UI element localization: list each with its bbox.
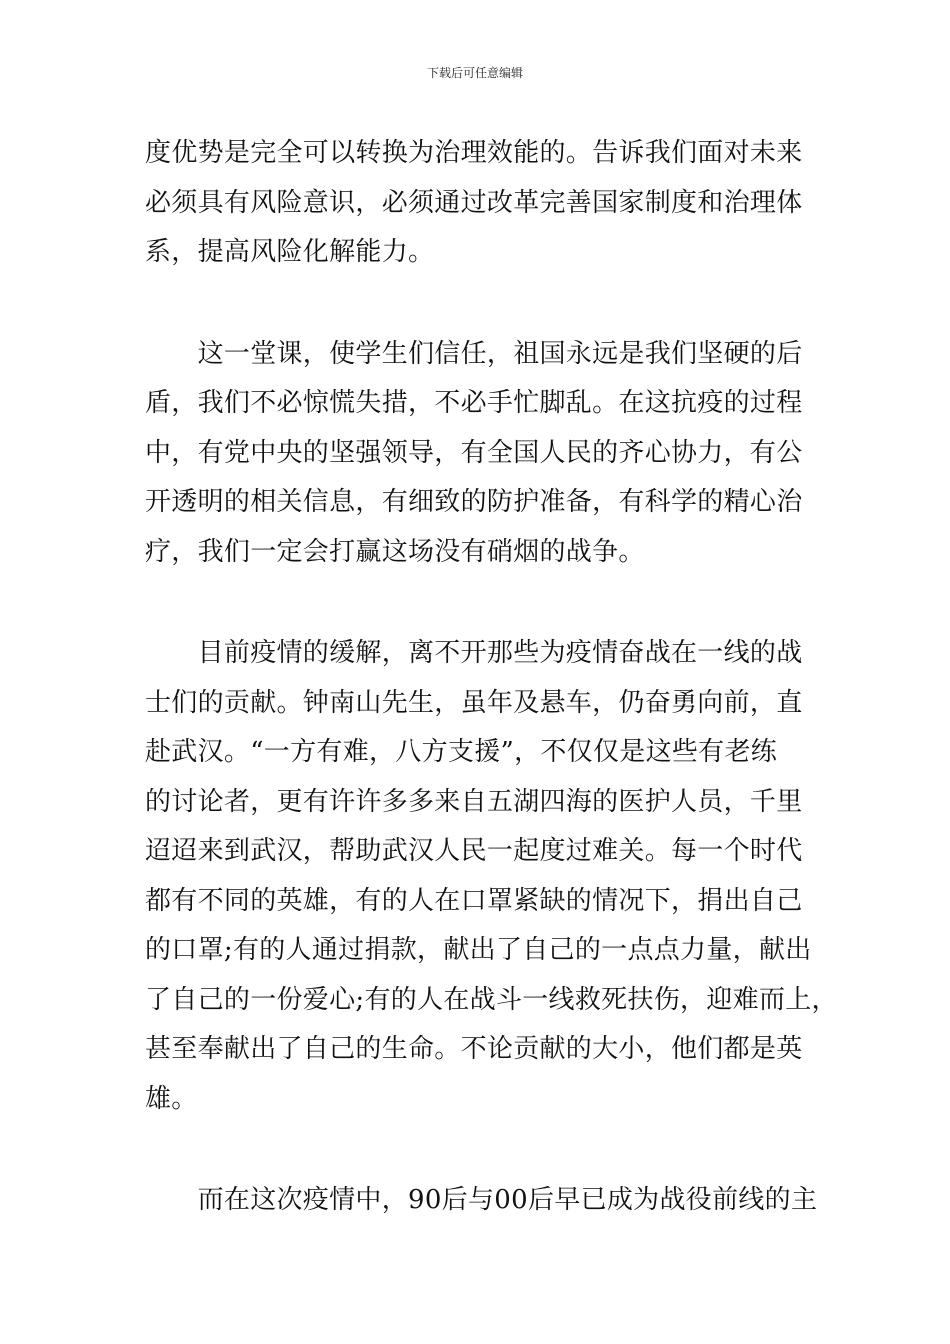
- paragraph-4: [145, 1176, 818, 1226]
- text-line: 疗，我们一定会打赢这场没有硝烟的战争。: [145, 536, 645, 567]
- paragraph-1: [145, 129, 810, 278]
- text-line: 了自己的一份爱心;有的人在战斗一线救死扶伤，迎难而上，: [145, 984, 838, 1015]
- text-line: 开透明的相关信息，有细致的防护准备，有科学的精心治: [145, 487, 803, 517]
- text-line: 士们的贡献。钟南山先生，虽年及悬车，仍奋勇向前，直: [145, 687, 803, 718]
- text-line: 中，有党中央的坚强领导，有全国人民的齐心协力，有公: [145, 437, 803, 468]
- text-line: 而在这次疫情中，90后与00后早已成为战役前线的主: [145, 1185, 818, 1215]
- document-body: [145, 129, 838, 1226]
- page-header-note: 下载后可任意编辑: [426, 66, 523, 80]
- text-line: 甚至奉献出了自己的生命。不论贡献的大小，他们都是英: [145, 1034, 803, 1064]
- text-line: 都有不同的英雄，有的人在口罩紧缺的情况下，捐出自己: [145, 885, 803, 916]
- text-line: 目前疫情的缓解，离不开那些为疫情奋战在一线的战: [145, 638, 803, 668]
- paragraph-3: [145, 629, 838, 1124]
- paragraph-gap: [145, 1124, 810, 1176]
- text-line: 雄。: [145, 1083, 198, 1114]
- text-line: 系，提高风险化解能力。: [145, 237, 435, 267]
- text-line: 的口罩;有的人通过捐款，献出了自己的一点点力量，献出: [145, 935, 812, 965]
- text-line: 必须具有风险意识，必须通过改革完善国家制度和治理体: [145, 187, 803, 218]
- text-line: 的讨论者，更有许许多多来自五湖四海的医护人员，千里: [145, 786, 803, 817]
- text-line: 这一堂课，使学生们信任，祖国永远是我们坚硬的后: [145, 338, 803, 369]
- text-line: 盾，我们不必惊慌失措，不必手忙脚乱。在这抗疫的过程: [145, 388, 803, 418]
- text-line: 度优势是完全可以转换为治理效能的。告诉我们面对未来: [145, 138, 803, 168]
- paragraph-gap: [145, 577, 810, 629]
- text-line: 迢迢来到武汉，帮助武汉人民一起度过难关。每一个时代: [145, 836, 803, 866]
- text-line: 赴武汉。“一方有难，八方支援”，不仅仅是这些有老练: [145, 737, 778, 767]
- paragraph-2: [145, 330, 810, 578]
- paragraph-gap: [145, 278, 810, 330]
